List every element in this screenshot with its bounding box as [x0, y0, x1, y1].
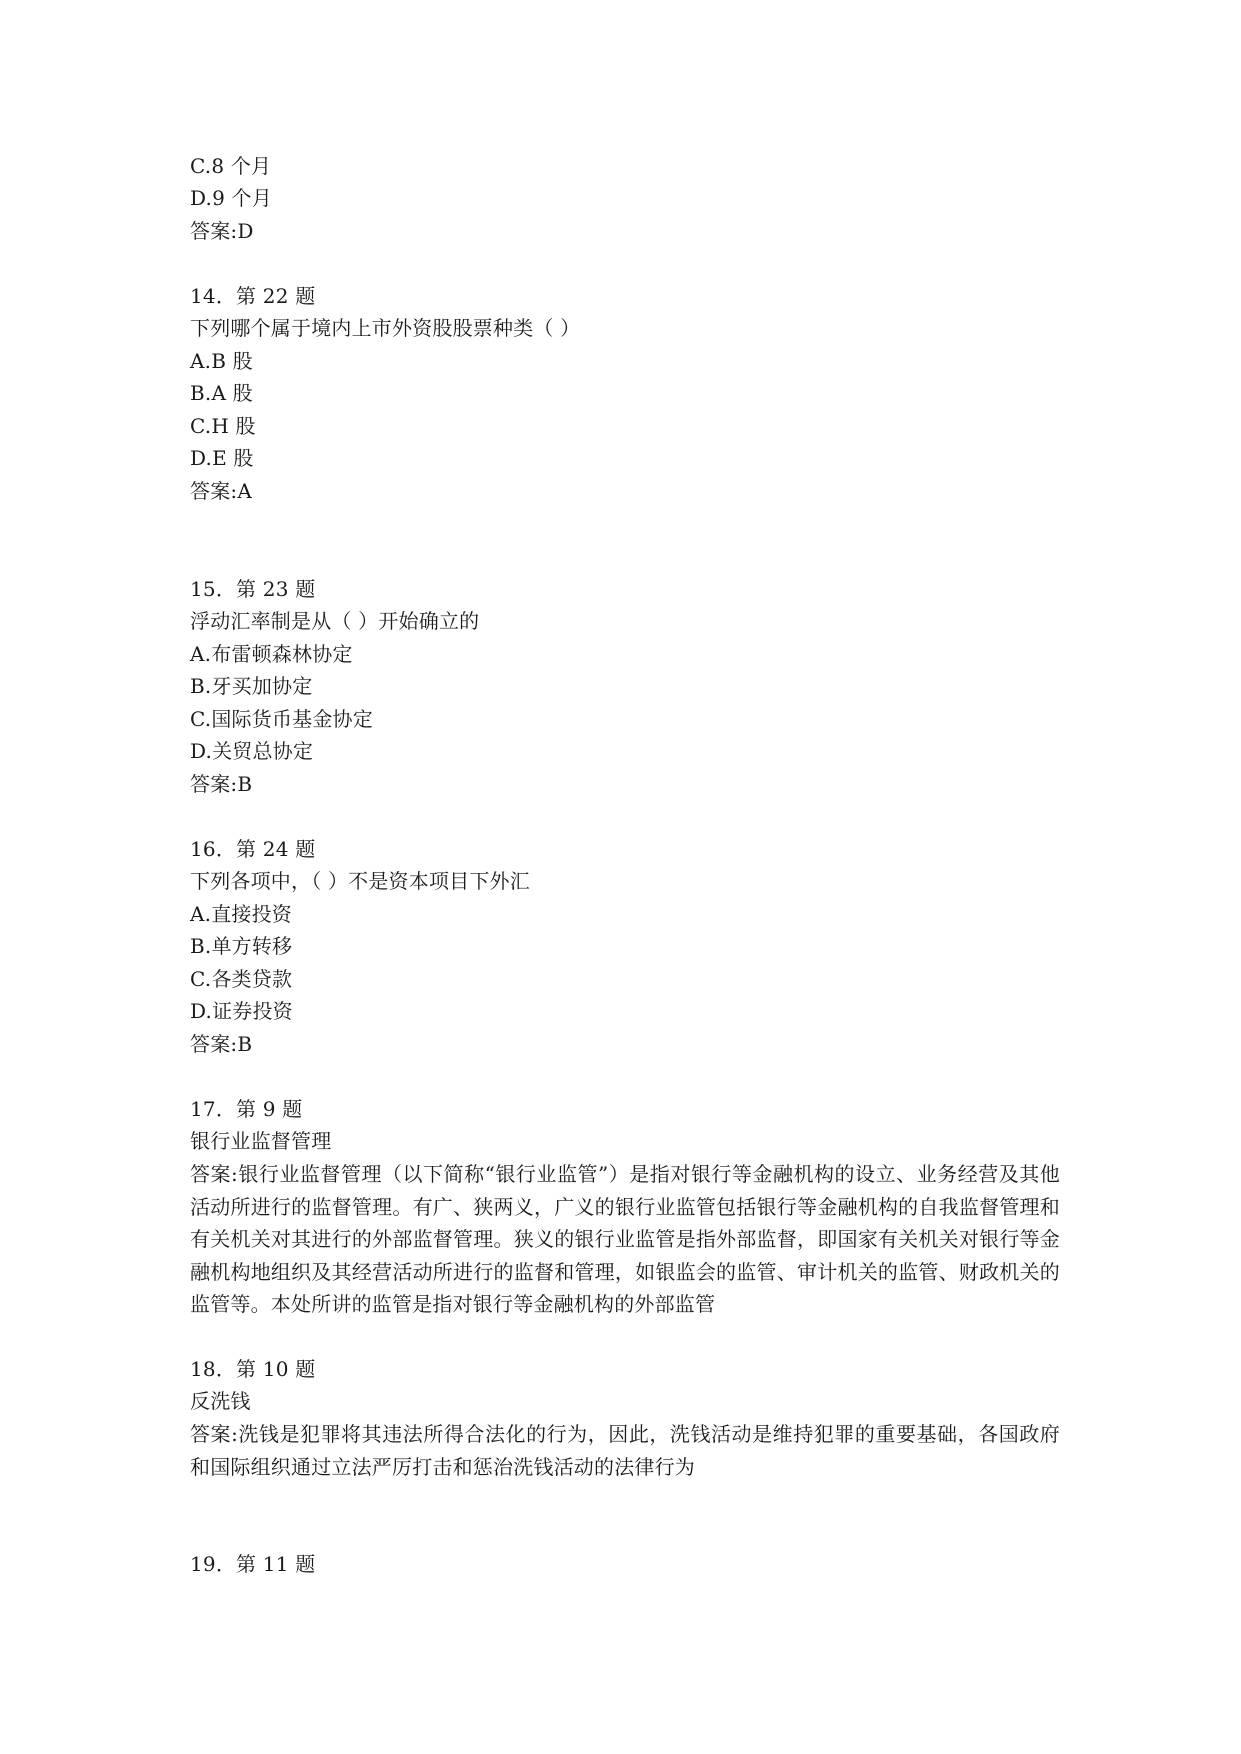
- q18-stem: 反洗钱: [190, 1389, 251, 1413]
- q16-header: 16．第 24 题: [190, 837, 316, 861]
- q13-answer: 答案:D: [190, 219, 254, 243]
- q16-option-b: B.单方转移: [190, 934, 293, 958]
- q18-answer: 答案:洗钱是犯罪将其违法所得合法化的行为，因此，洗钱活动是维持犯罪的重要基础，各国政府和国际组织通过立法严厉打击和惩治洗钱活动的法律行为: [190, 1422, 1060, 1479]
- q16-answer: 答案:B: [190, 1032, 253, 1056]
- q15-stem: 浮动汇率制是从（ ）开始确立的: [190, 609, 480, 633]
- q16-stem: 下列各项中，（ ）不是资本项目下外汇: [190, 869, 530, 893]
- q15-answer: 答案:B: [190, 772, 253, 796]
- q15-option-a: A.布雷顿森林协定: [190, 642, 353, 666]
- q16-option-a: A.直接投资: [190, 902, 293, 926]
- q15-option-b: B.牙买加协定: [190, 674, 313, 698]
- q13-option-d: D.9 个月: [190, 186, 272, 210]
- q17-stem: 银行业监督管理: [190, 1129, 332, 1153]
- q15-option-c: C.国际货币基金协定: [190, 707, 373, 731]
- q17-answer: 答案:银行业监督管理（以下简称“银行业监管”）是指对银行等金融机构的设立、业务经营及其他活动所进行的监督管理。有广、狭两义，广义的银行业监管包括银行等金融机构的自我监督管理和有关机关对其进行的外部监督管理。狭义的银行业监管是指外部监督，即国家有关机关对银行等金融机构地组织及其经营活动所进行的监督和管理，如银监会的监管、审计机关的监管、财政机关的监管等。本处所讲的监管是指对银行等金融机构的外部监管: [190, 1162, 1060, 1316]
- q16-option-c: C.各类贷款: [190, 967, 293, 991]
- q14-stem: 下列哪个属于境内上市外资股股票种类（ ）: [190, 316, 581, 340]
- q15-header: 15．第 23 题: [190, 577, 316, 601]
- q14-answer: 答案:A: [190, 479, 252, 503]
- q14-option-b: B.A 股: [190, 381, 253, 405]
- q16-option-d: D.证券投资: [190, 999, 293, 1023]
- q18-header: 18．第 10 题: [190, 1357, 316, 1381]
- q17-header: 17．第 9 题: [190, 1097, 303, 1121]
- q14-header: 14．第 22 题: [190, 284, 316, 308]
- q15-option-d: D.关贸总协定: [190, 739, 314, 763]
- q19-header: 19．第 11 题: [190, 1552, 316, 1576]
- q14-option-d: D.E 股: [190, 446, 254, 470]
- q14-option-a: A.B 股: [190, 349, 253, 373]
- q13-option-c: C.8 个月: [190, 154, 272, 178]
- q14-option-c: C.H 股: [190, 414, 256, 438]
